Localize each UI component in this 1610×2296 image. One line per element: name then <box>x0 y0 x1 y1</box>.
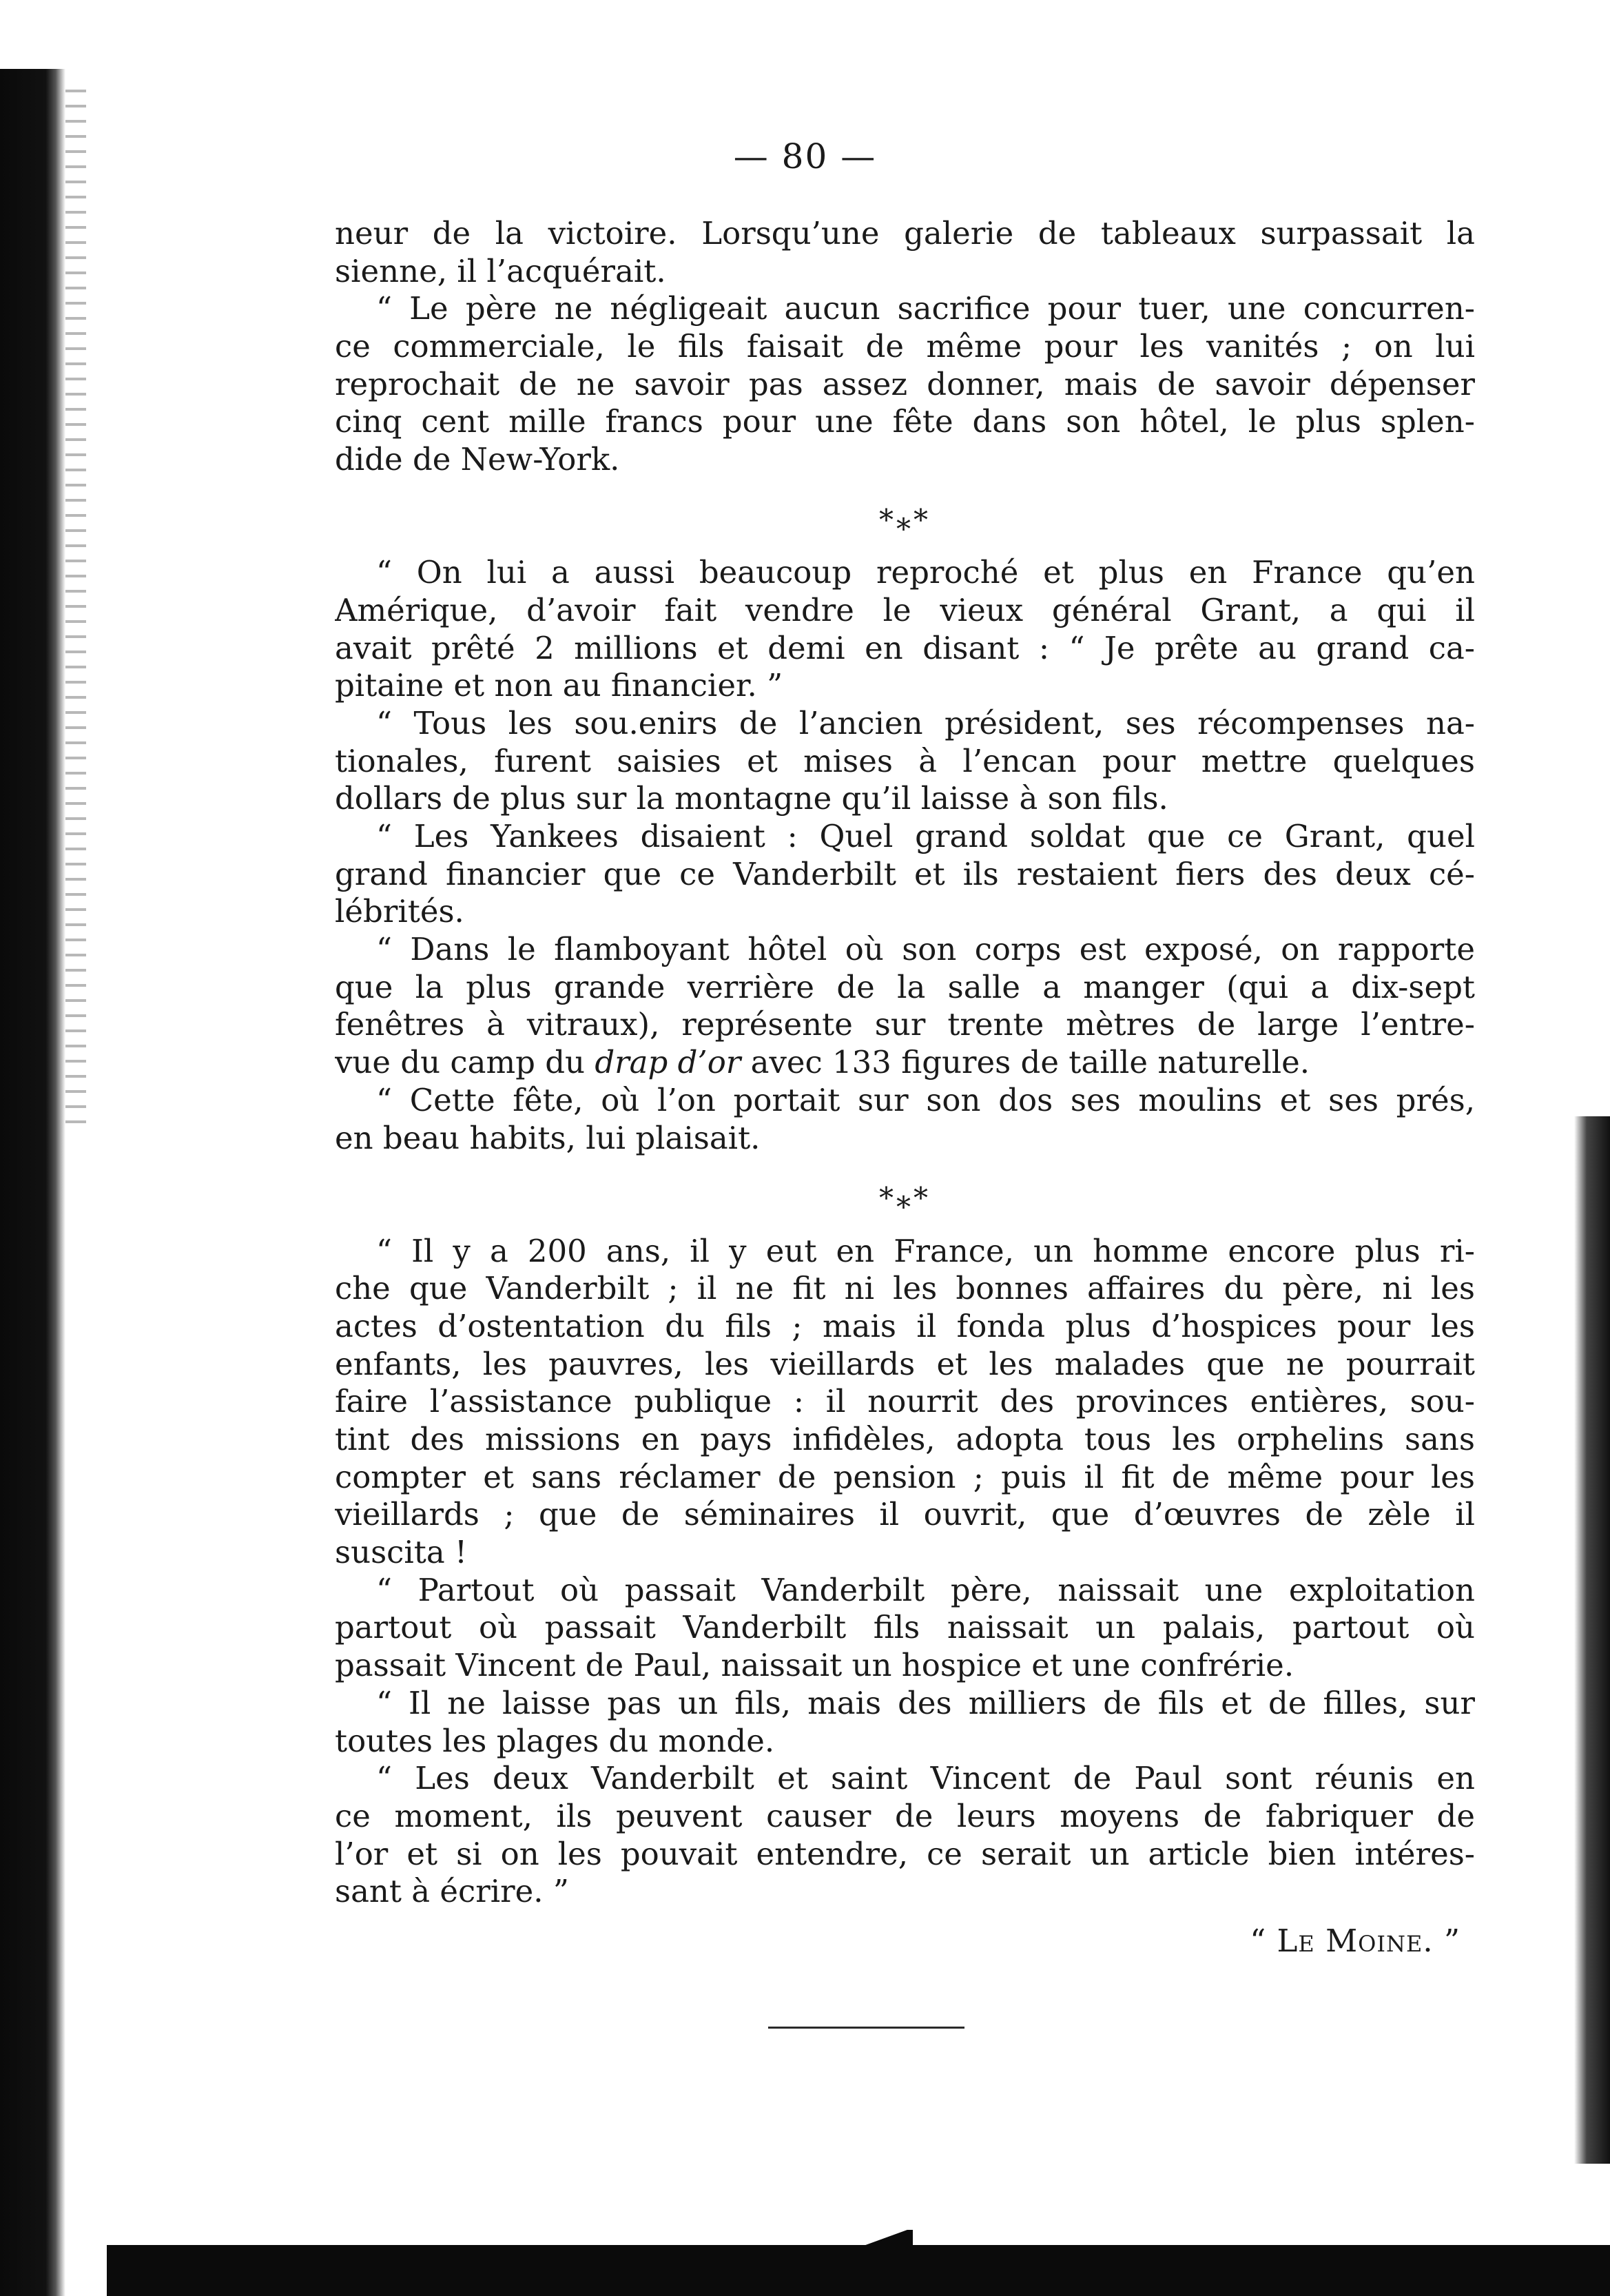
scan-binding-noise <box>65 90 86 1123</box>
text-line: faire l’assistance publique : il nourrit des provinces entières, sou- <box>335 1383 1475 1420</box>
text-line: enfants, les pauvres, les vieillards et les malades que ne pourrait <box>335 1345 1475 1382</box>
text-fragment: vue du camp du <box>335 1044 595 1081</box>
text-line: suscita ! <box>335 1534 468 1571</box>
text-line: partout où passait Vanderbilt fils naissait un palais, partout où <box>335 1609 1475 1646</box>
text-line: passait Vincent de Paul, naissait un hospice et une confrérie. <box>335 1647 1294 1684</box>
text-line: cinq cent mille francs pour une fête dans son hôtel, le plus splen- <box>335 403 1475 440</box>
text-line: “ Cette fête, où l’on portait sur son dos ses moulins et ses prés, <box>376 1081 1475 1118</box>
text-line: ce moment, ils peuvent causer de leurs moyens de fabriquer de <box>335 1797 1475 1834</box>
text-line: vieillards ; que de séminaires il ouvrit, que d’œuvres de zèle il <box>335 1496 1475 1533</box>
end-rule-divider <box>768 2027 964 2029</box>
scan-bottom-shadow <box>107 2245 1610 2296</box>
text-line: Amérique, d’avoir fait vendre le vieux général Grant, a qui il <box>335 591 1475 628</box>
section-separator-asterism: *⁎* <box>879 1181 931 1216</box>
text-line: en beau habits, lui plaisait. <box>335 1119 761 1156</box>
scan-bottom-notch <box>865 2230 913 2246</box>
text-line: ce commerciale, le fils faisait de même pour les vanités ; on lui <box>335 328 1475 365</box>
text-line: compter et sans réclamer de pension ; puis il fit de même pour les <box>335 1458 1475 1495</box>
italic-phrase: drap d’or <box>595 1044 741 1081</box>
page-number: — 80 — <box>733 136 877 176</box>
scan-right-shadow <box>1574 1116 1610 2164</box>
text-line: che que Vanderbilt ; il ne fit ni les bonnes affaires du père, ni les <box>335 1270 1475 1307</box>
text-line: l’or et si on les pouvait entendre, ce serait un article bien intéres- <box>335 1835 1475 1872</box>
text-line: “ Il y a 200 ans, il y eut en France, un homme encore plus ri- <box>376 1232 1475 1269</box>
text-line: lébrités. <box>335 893 464 930</box>
text-line: “ Les deux Vanderbilt et saint Vincent de Paul sont réunis en <box>376 1760 1475 1797</box>
text-line: sienne, il l’acquérait. <box>335 252 666 289</box>
text-line: neur de la victoire. Lorsqu’une galerie de tableaux surpassait la <box>335 215 1475 252</box>
text-line: sant à écrire. ” <box>335 1873 569 1910</box>
scan-binding-shadow <box>0 69 65 2296</box>
text-line: “ Le père ne négligeait aucun sacrifice pour tuer, une concurren- <box>376 290 1475 327</box>
text-line: “ Dans le flamboyant hôtel où son corps est exposé, on rapporte <box>376 931 1475 968</box>
text-line: pitaine et non au financier. ” <box>335 667 783 704</box>
text-fragment: avec 133 figures de taille naturelle. <box>741 1044 1310 1081</box>
text-line-mixed <box>335 1044 1475 1082</box>
text-line: reprochait de ne savoir pas assez donner, mais de savoir dépenser <box>335 365 1475 402</box>
text-line: toutes les plages du monde. <box>335 1722 775 1759</box>
text-line: tionales, furent saisies et mises à l’encan pour mettre quelques <box>335 742 1475 779</box>
text-line: grand financier que ce Vanderbilt et ils restaient fiers des deux cé- <box>335 855 1475 892</box>
text-line: fenêtres à vitraux), représente sur trente mètres de large l’entre- <box>335 1006 1475 1043</box>
text-line: “ On lui a aussi beaucoup reproché et plus en France qu’en <box>376 554 1475 591</box>
text-line: “ Il ne laisse pas un fils, mais des milliers de fils et de filles, sur <box>376 1684 1475 1721</box>
text-line: tint des missions en pays infidèles, adopta tous les orphelins sans <box>335 1421 1475 1458</box>
text-line: “ Partout où passait Vanderbilt père, naissait une exploitation <box>376 1571 1475 1608</box>
body-text <box>335 215 1475 1911</box>
text-line: que la plus grande verrière de la salle a manger (qui a dix-sept <box>335 968 1475 1005</box>
text-line: avait prêté 2 millions et demi en disant : “ Je prête au grand ca- <box>335 629 1475 666</box>
text-line: “ Les Yankees disaient : Quel grand soldat que ce Grant, quel <box>376 818 1475 855</box>
text-line: “ Tous les sou.enirs de l’ancien président, ses récompenses na- <box>376 704 1475 741</box>
text-line: actes d’ostentation du fils ; mais il fonda plus d’hospices pour les <box>335 1307 1475 1344</box>
text-line: dide de New-York. <box>335 441 620 478</box>
text-line: dollars de plus sur la montagne qu’il laisse à son fils. <box>335 780 1168 817</box>
author-signature: “ Le Moine. ” <box>1250 1923 1461 1959</box>
section-separator-asterism: *⁎* <box>879 502 931 537</box>
